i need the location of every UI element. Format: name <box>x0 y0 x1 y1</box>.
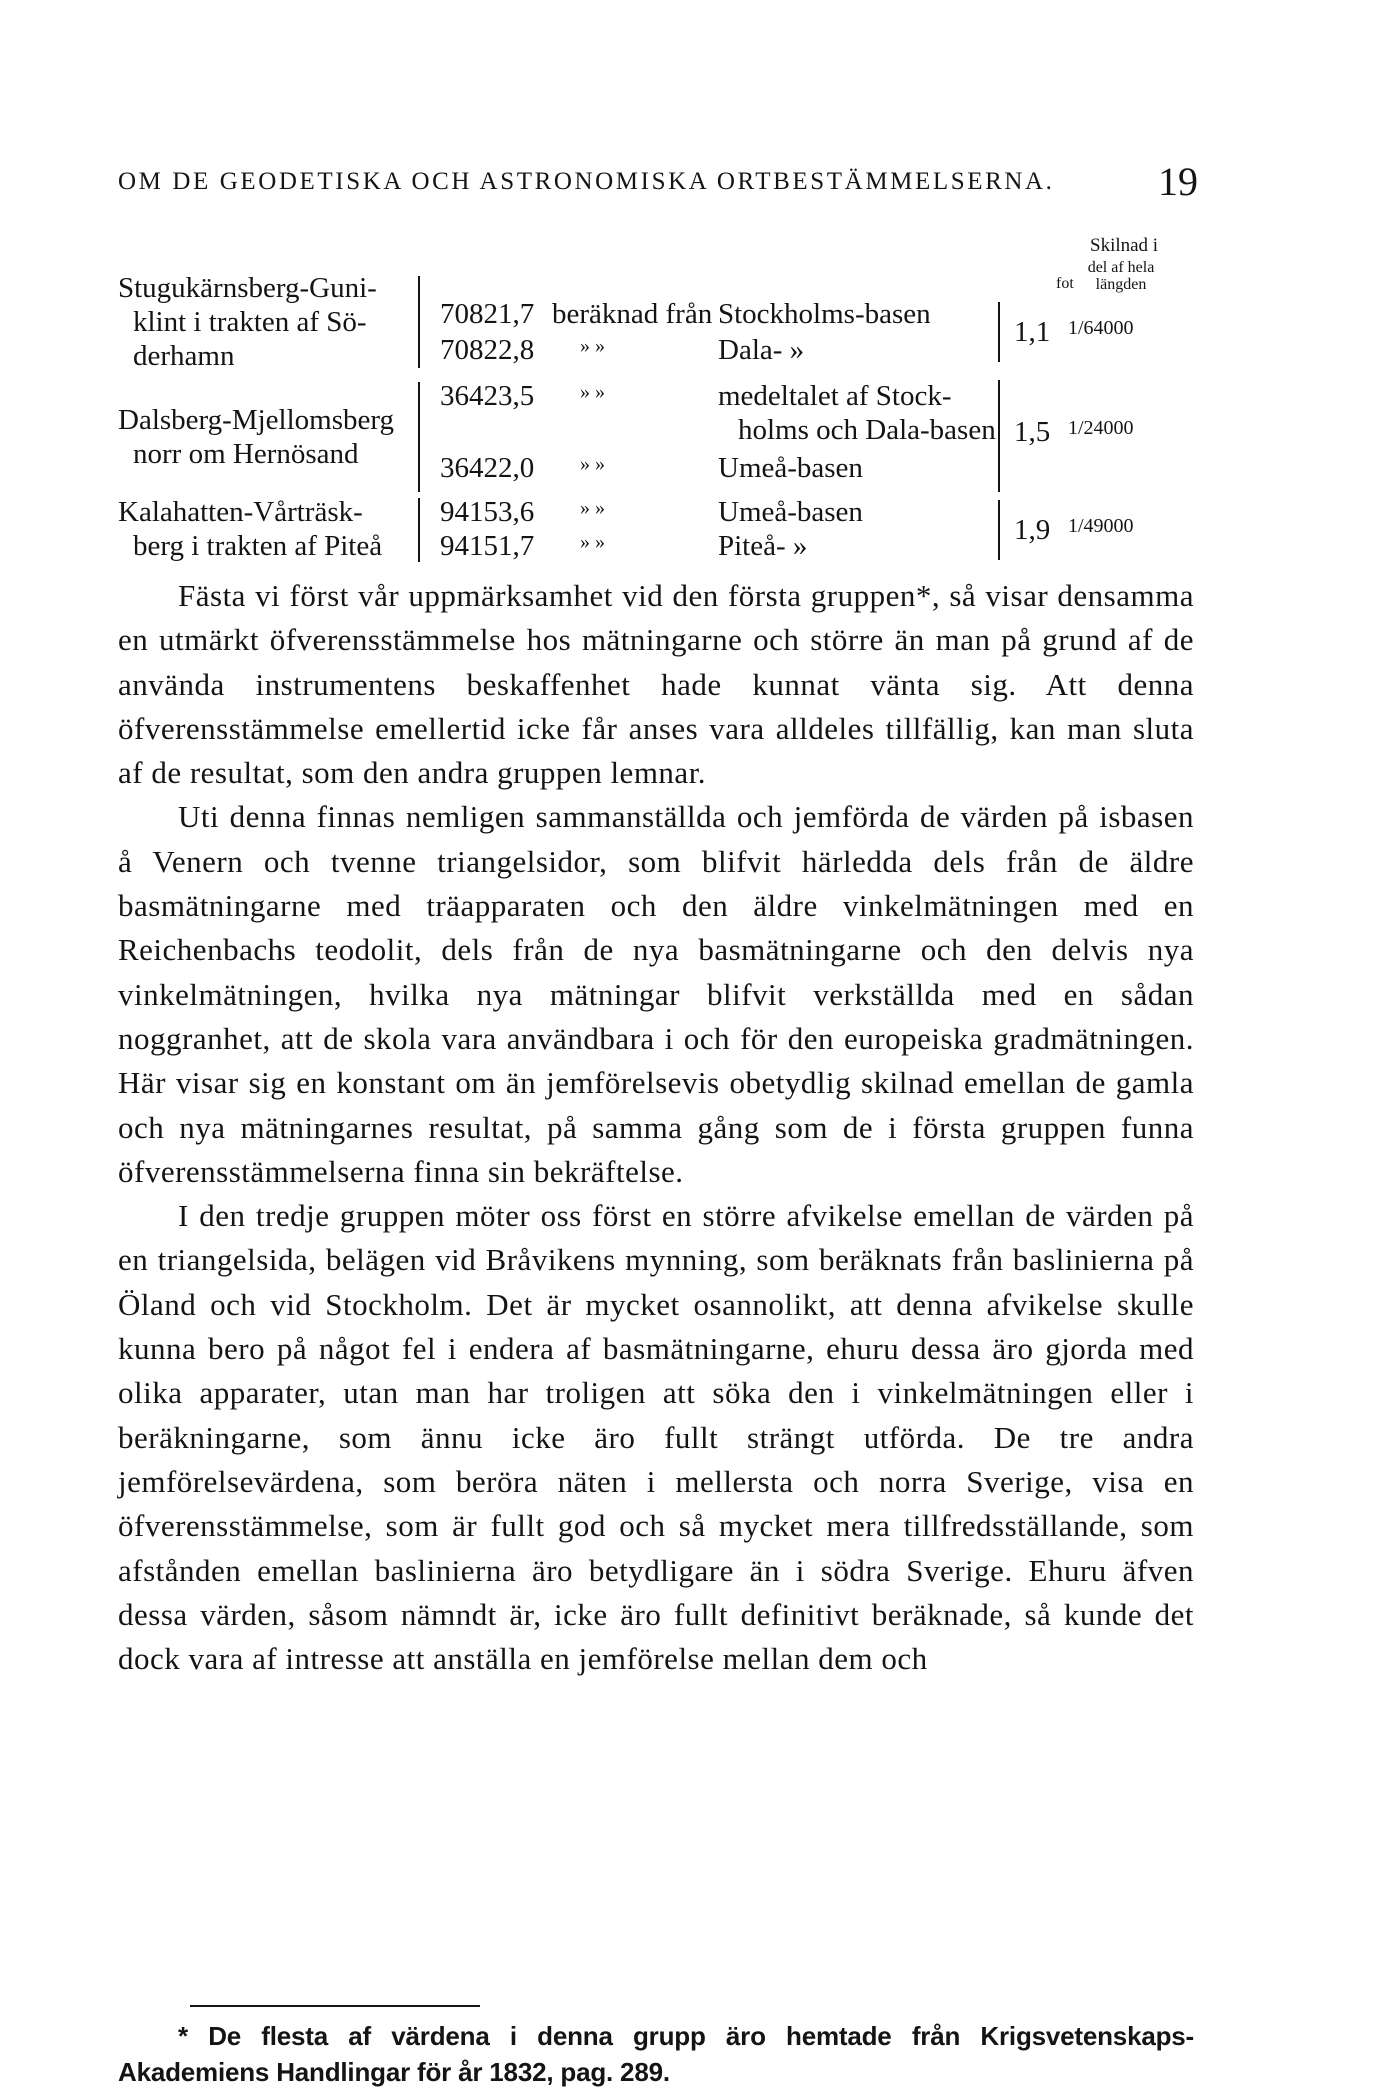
running-head <box>118 158 1198 214</box>
distance-value: 94153,6 <box>440 496 535 528</box>
method-text: » » <box>580 453 605 475</box>
method-text: » » <box>580 497 605 519</box>
row-brace <box>418 276 420 368</box>
diff-del: 1/24000 <box>1068 417 1134 439</box>
footnote: * De flesta af värdena i denna grupp äro hemtade från Krigsvetenskaps-Akademiens Handlingar för år 1832, pag. 289. <box>118 2021 1194 2087</box>
place-line: Stugukärnsberg-Guni- <box>118 272 377 304</box>
base-text-cont: holms och Dala-basen <box>738 414 996 446</box>
place-line: derhamn <box>133 340 235 372</box>
base-text: Umeå-basen <box>718 452 863 484</box>
place-line: norr om Hernösand <box>133 438 359 470</box>
method-text: » » <box>580 381 605 403</box>
distance-value: 70822,8 <box>440 334 535 366</box>
col-header-skilnad: Skilnad i <box>1090 235 1159 256</box>
place-line: klint i trakten af Sö- <box>133 306 367 338</box>
method-text: beräknad från <box>552 298 713 330</box>
row-brace <box>418 498 420 562</box>
place-line: Kalahatten-Vårträsk- <box>118 496 363 528</box>
paragraph: Fästa vi först vår uppmärksamhet vid den första gruppen*, så visar densamma en utmärkt öfverensstämmelse hos mätningarne och större än man på grund af de använda instrumentens beskaffenhet hade kunnat vänta sig. Att denna öfverensstämmelse emellertid icke får anses vara alldeles tillfällig, kan man sluta af de resultat, som den andra gruppen lemnar. <box>118 578 1194 791</box>
base-text: Piteå- » <box>718 530 808 562</box>
diff-brace <box>998 380 1000 492</box>
running-title: OM DE GEODETISKA OCH ASTRONOMISKA ORTBESTÄMMELSERNA. <box>118 168 1055 195</box>
diff-brace <box>998 302 1000 362</box>
base-text: Stockholms-basen <box>718 298 931 330</box>
body-text <box>118 574 1194 1681</box>
comparison-table <box>118 232 1198 564</box>
paragraph: I den tredje gruppen möter oss först en större afvikelse emellan de värden på en triangelsida, belägen vid Bråvikens mynning, som beräknats från baslinierna på Öland och vid Stockholm. Det är mycket osannolikt, att denna afvikelse skulle kunna bero på något fel i endera af basmätningarne, ehuru dessa äro gjorda med olika apparater, utan man har troligen att söka den i vinkelmätningen eller i beräkningarne, som ännu icke äro fullt strängt utförda. De tre andra jemförelsevärdena, som beröra näten i mellersta och norra Sverige, visa en öfverensstämmelse, som är fullt god och så mycket mera tillfredsställande, som afstånden emellan baslinierna äro betydligare än i södra Sverige. Ehuru äfven dessa värden, såsom nämndt är, icke äro fullt definitivt beräknade, så kunde det dock vara af intresse att anställa en jemförelse mellan dem och <box>118 1198 1194 1677</box>
page-number: 19 <box>1158 159 1198 204</box>
base-text: Dala- » <box>718 334 805 366</box>
place-line: berg i trakten af Piteå <box>133 530 383 562</box>
method-text: » » <box>580 531 605 553</box>
base-text: Umeå-basen <box>718 496 863 528</box>
distance-value: 36423,5 <box>440 380 535 412</box>
row-brace <box>418 382 420 492</box>
distance-value: 94151,7 <box>440 530 535 562</box>
distance-value: 70821,7 <box>440 298 535 330</box>
paragraph: Uti denna finnas nemligen sammanställda och jemförda de värden på isbasen å Venern och tvenne triangelsidor, som blifvit härledda dels från de äldre basmätningarne med träapparaten och den äldre vinkelmätningen med en Reichenbachs teodolit, dels från de nya basmätningarne och den delvis nya vinkelmätningen, hvilka nya mätningar blifvit verkställda med en sådan noggranhet, att de skola vara användbara i och för den europeiska gradmätningen. Här visar sig en konstant om än jemförelsevis obetydlig skilnad emellan de gamla och nya mätningarnes resultat, på samma gång som de i första gruppen funna öfverensstämmelserna finna sin bekräftelse. <box>118 799 1194 1189</box>
diff-del: 1/49000 <box>1068 515 1134 537</box>
diff-fot: 1,5 <box>1014 416 1051 448</box>
method-text: » » <box>580 335 605 357</box>
place-line: Dalsberg-Mjellomsberg <box>118 404 394 436</box>
base-text: medeltalet af Stock- <box>718 380 952 412</box>
diff-del: 1/64000 <box>1068 317 1134 339</box>
col-header-fot: fot <box>1056 275 1074 292</box>
diff-brace <box>998 500 1000 560</box>
distance-value: 36422,0 <box>440 452 535 484</box>
footnote-rule <box>190 2005 480 2007</box>
col-header-del: del af hela längden <box>1087 259 1155 293</box>
diff-fot: 1,1 <box>1014 316 1051 348</box>
diff-fot: 1,9 <box>1014 514 1051 546</box>
